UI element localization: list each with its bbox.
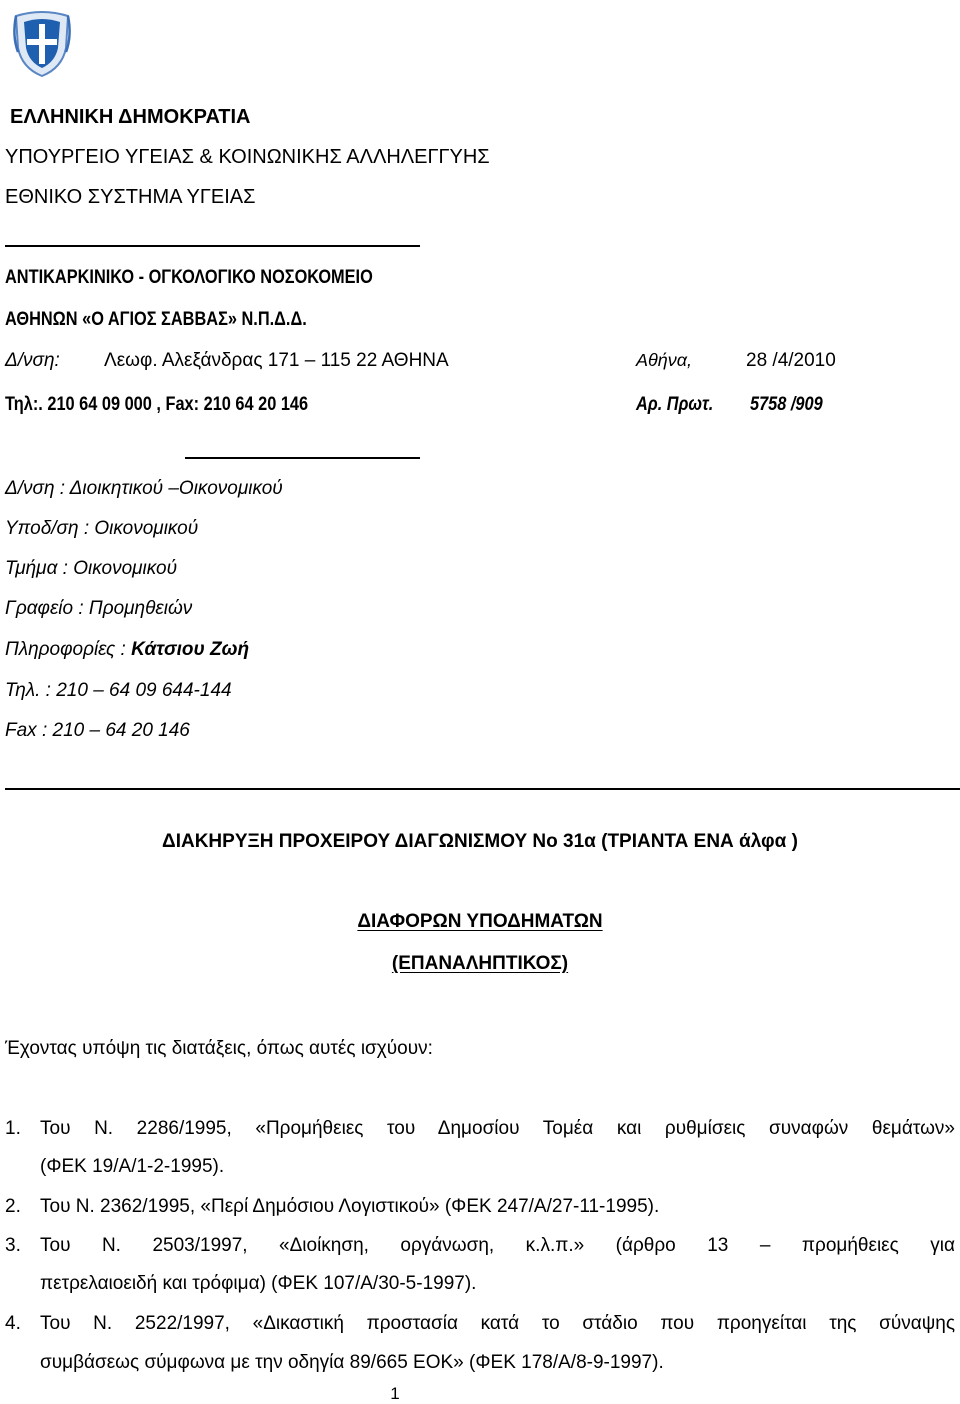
date-value: 28 /4/2010 bbox=[746, 350, 836, 371]
greek-coat-of-arms-icon bbox=[10, 6, 74, 80]
item-number: 3. bbox=[5, 1235, 21, 1256]
hospital-name-line1: ΑΝΤΙΚΑΡΚΙΝΙΚΟ - ΟΓΚΟΛΟΓΙΚΟ ΝΟΣΟΚΟΜΕΙΟ bbox=[5, 267, 373, 288]
protocol-label: Αρ. Πρωτ. bbox=[636, 394, 714, 415]
announcement-repeat: (ΕΠΑΝΑΛΗΠΤΙΚΟΣ) bbox=[391, 953, 569, 974]
item-line-continued: συμβάσεως σύμφωνα με την οδηγία 89/665 ΕΟΚ» (ΦΕΚ 178/Α/8-9-1997). bbox=[40, 1352, 664, 1373]
section-divider-short bbox=[185, 457, 420, 459]
contact-label: Πληροφορίες : bbox=[5, 639, 132, 660]
announcement-subject: ΔΙΑΦΟΡΩΝ ΥΠΟΔΗΜΑΤΩΝ bbox=[357, 911, 603, 932]
department-subdirectorate: Υποδ/ση : Οικονομικού bbox=[5, 518, 199, 539]
contact-tel: Τηλ. : 210 – 64 09 644-144 bbox=[5, 680, 232, 701]
item-line-continued: (ΦΕΚ 19/Α/1-2-1995). bbox=[40, 1156, 225, 1177]
item-number: 1. bbox=[5, 1118, 21, 1139]
announcement-title: ΔΙΑΚΗΡΥΞΗ ΠΡΟΧΕΙΡΟΥ ΔΙΑΓΩΝΙΣΜΟΥ Νο 31α (ΤΡΙΑΝΤΑ ΕΝΑ άλφα ) bbox=[162, 831, 798, 852]
header-divider bbox=[5, 245, 420, 247]
address-value: Λεωφ. Αλεξάνδρας 171 – 115 22 ΑΘΗΝΑ bbox=[104, 350, 449, 371]
protocol-value: 5758 /909 bbox=[750, 394, 823, 415]
item-line: Του Ν. 2522/1997, «Δικαστική προστασία κατά το στάδιο που προηγείται της σύναψης bbox=[40, 1313, 955, 1334]
item-line: Του Ν. 2286/1995, «Προμήθειες του Δημοσίου Τομέα και ρυθμίσεις συναφών θεμάτων» bbox=[40, 1118, 955, 1139]
header-ministry: ΥΠΟΥΡΓΕΙΟ ΥΓΕΙΑΣ & ΚΟΙΝΩΝΙΚΗΣ ΑΛΛΗΛΕΓΓΥΗΣ bbox=[5, 146, 490, 168]
item-line: Του Ν. 2362/1995, «Περί Δημόσιου Λογιστικού» (ΦΕΚ 247/Α/27-11-1995). bbox=[40, 1196, 660, 1217]
header-republic: ΕΛΛΗΝΙΚΗ ΔΗΜΟΚΡΑΤΙΑ bbox=[10, 106, 251, 128]
page-number: 1 bbox=[390, 1384, 400, 1403]
date-label: Αθήνα, bbox=[636, 350, 693, 370]
item-line-continued: πετρελαιοειδή και τρόφιμα) (ΦΕΚ 107/Α/30-5-1997). bbox=[40, 1273, 477, 1294]
contact-fax: Fax : 210 – 64 20 146 bbox=[5, 720, 190, 741]
contact-name: Κάτσιου Ζωή bbox=[131, 639, 250, 660]
department-section: Τμήμα : Οικονομικού bbox=[5, 558, 178, 579]
hospital-name-line2: ΑΘΗΝΩΝ «Ο ΑΓΙΟΣ ΣΑΒΒΑΣ» Ν.Π.Δ.Δ. bbox=[5, 309, 307, 330]
address-label: Δ/νση: bbox=[5, 350, 60, 371]
header-health-system: ΕΘΝΙΚΟ ΣΥΣΤΗΜΑ ΥΓΕΙΑΣ bbox=[5, 186, 256, 208]
item-number: 4. bbox=[5, 1313, 21, 1334]
intro-text: Έχοντας υπόψη τις διατάξεις, όπως αυτές ισχύουν: bbox=[5, 1038, 433, 1059]
title-divider bbox=[5, 788, 960, 790]
phone-fax-line: Τηλ:. 210 64 09 000 , Fax: 210 64 20 146 bbox=[5, 394, 309, 415]
contact-info bbox=[5, 639, 249, 661]
department-office: Γραφείο : Προμηθειών bbox=[5, 598, 193, 619]
item-line: Του Ν. 2503/1997, «Διοίκηση, οργάνωση, κ.λ.π.» (άρθρο 13 – προμήθειες για bbox=[40, 1235, 955, 1256]
item-number: 2. bbox=[5, 1196, 21, 1217]
department-directorate: Δ/νση : Διοικητικού –Οικονομικού bbox=[5, 478, 283, 499]
